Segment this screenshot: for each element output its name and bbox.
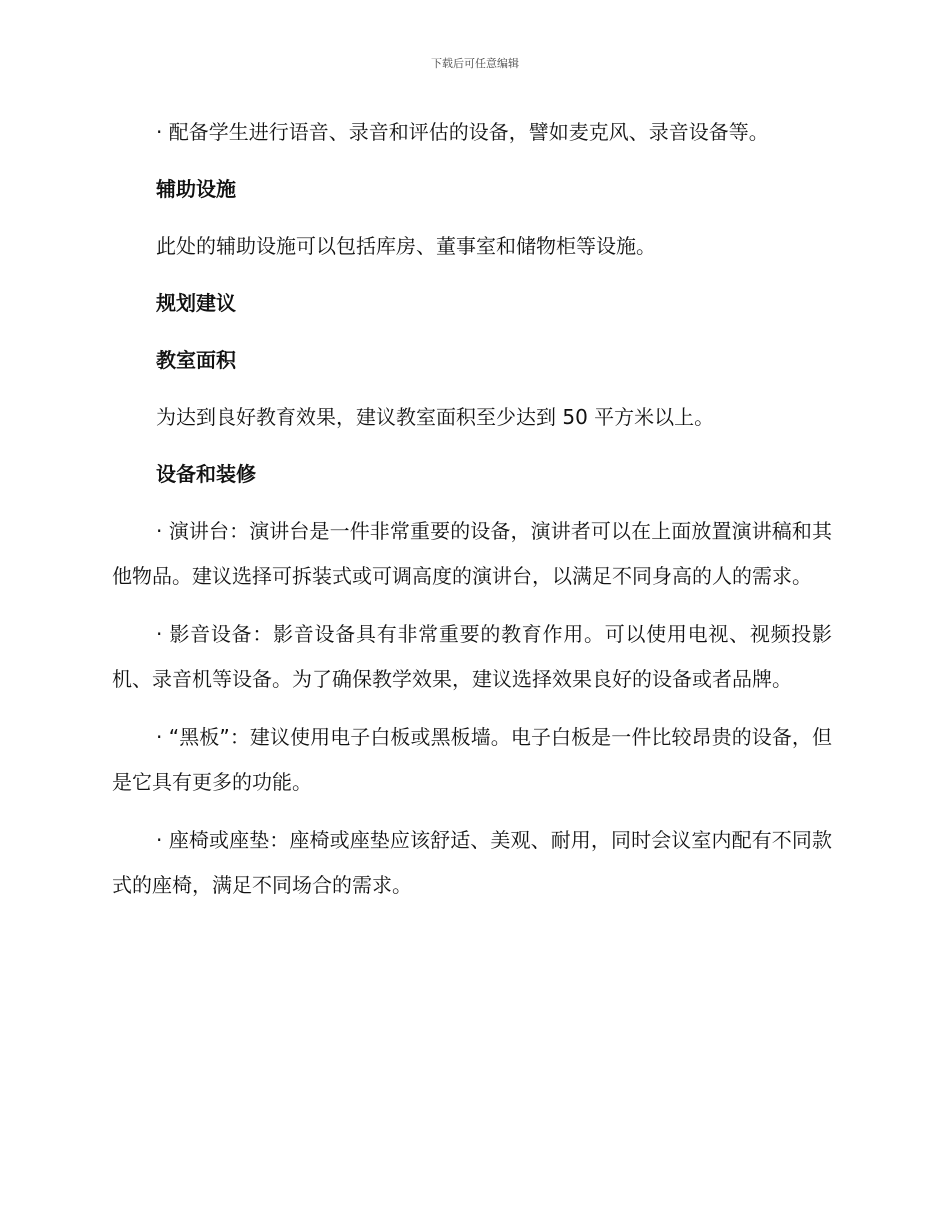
document-body — [112, 110, 832, 908]
heading-aux-facilities: 辅助设施 — [156, 177, 236, 201]
paragraph-podium: · 演讲台：演讲台是一件非常重要的设备，演讲者可以在上面放置演讲稿和其他物品。建议选择可拆装式或可调高度的演讲台，以满足不同身高的人的需求。 — [112, 519, 832, 588]
aux-facilities-text: 此处的辅助设施可以包括库房、董事室和储物柜等设施。 — [156, 234, 656, 258]
heading-classroom-area: 教室面积 — [156, 348, 236, 372]
heading-equipment-decoration: 设备和装修 — [156, 462, 256, 486]
paragraph-blackboard: · “黑板”：建议使用电子白板或黑板墙。电子白板是一件比较昂贵的设备，但是它具有更多的功能。 — [112, 725, 832, 794]
classroom-area-text: 为达到良好教育效果，建议教室面积至少达到 50 平方米以上。 — [156, 405, 715, 429]
heading-planning-advice: 规划建议 — [156, 291, 236, 315]
bullet-devices: · 配备学生进行语音、录音和评估的设备，譬如麦克风、录音设备等。 — [156, 120, 769, 144]
header-note: 下载后可任意编辑 — [431, 57, 519, 70]
paragraph-seats: · 座椅或座垫：座椅或座垫应该舒适、美观、耐用，同时会议室内配有不同款式的座椅，满足不同场合的需求。 — [112, 828, 832, 897]
paragraph-av-equipment: · 影音设备：影音设备具有非常重要的教育作用。可以使用电视、视频投影机、录音机等设备。为了确保教学效果，建议选择效果良好的设备或者品牌。 — [112, 622, 832, 691]
